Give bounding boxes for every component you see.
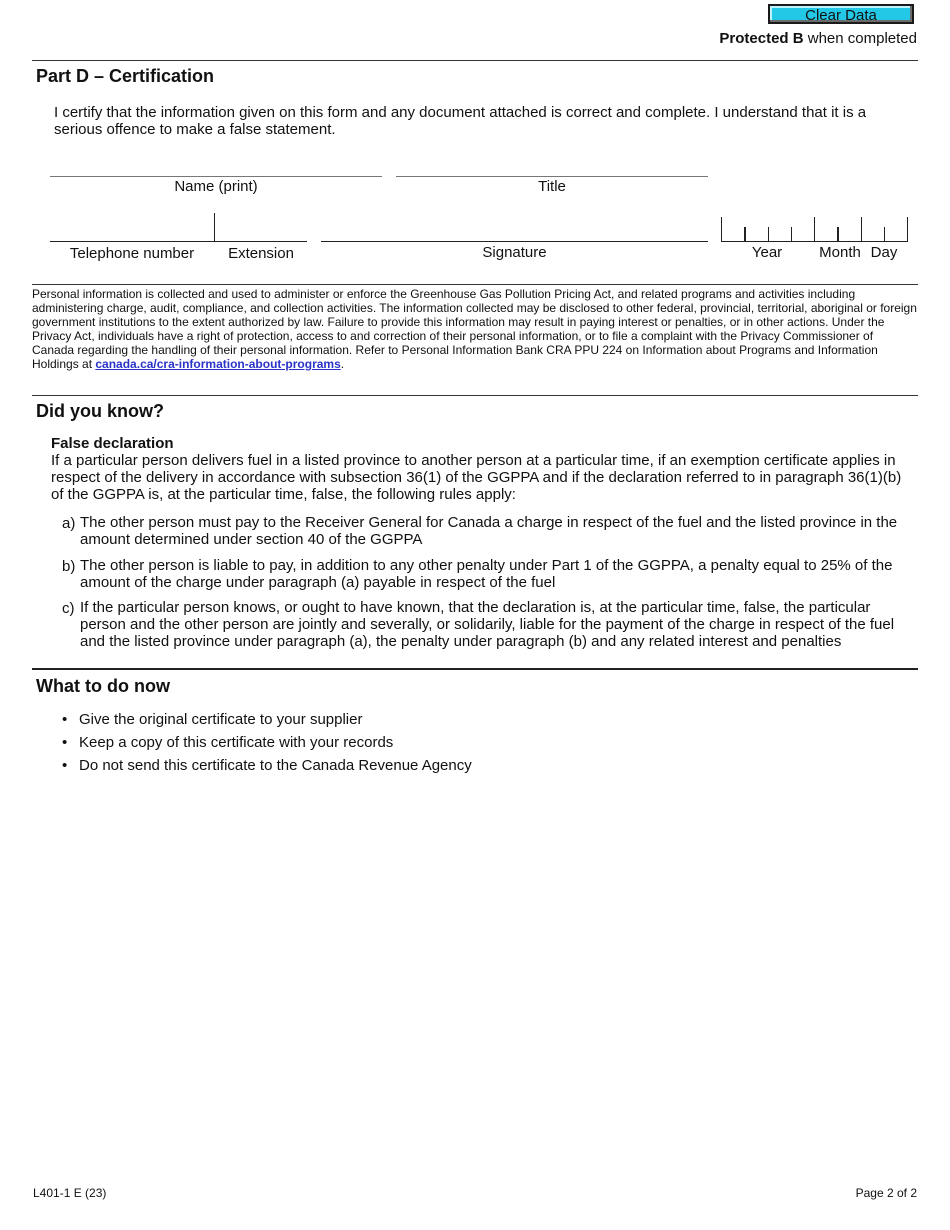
name-field[interactable]	[50, 176, 382, 177]
protected-b-notice	[719, 30, 917, 47]
telephone-label: Telephone number	[69, 245, 195, 262]
bullet-icon: •	[62, 757, 68, 774]
page-number: Page 2 of 2	[855, 1186, 917, 1200]
month-label: Month	[819, 244, 861, 261]
privacy-end: .	[340, 357, 345, 371]
date-underline	[721, 241, 908, 242]
bullet-icon: •	[62, 711, 68, 728]
date-tick	[837, 227, 839, 241]
extension-field[interactable]	[215, 212, 307, 241]
form-id: L401-1 E (23)	[33, 1186, 107, 1200]
did-you-know-title: Did you know?	[36, 401, 164, 421]
protected-b-suffix: when completed	[803, 30, 917, 47]
signature-label: Signature	[482, 244, 547, 261]
date-field[interactable]	[721, 217, 908, 242]
name-label: Name (print)	[174, 178, 258, 195]
list-item-label: c)	[62, 600, 75, 617]
day-label: Day	[870, 244, 898, 261]
clear-data-button[interactable]: Clear Data	[768, 4, 914, 24]
date-tick	[861, 217, 862, 241]
divider	[32, 668, 918, 670]
cra-info-link[interactable]: canada.ca/cra-information-about-programs	[95, 357, 341, 371]
list-item-text: The other person must pay to the Receiver General for Canada a charge in respect of the fuel and the listed province in the amount determined under section 40 of the GGPPA	[80, 514, 898, 548]
telephone-underline	[50, 241, 307, 242]
divider	[32, 284, 918, 285]
bullet-icon: •	[62, 734, 68, 751]
date-tick	[768, 227, 769, 241]
list-item-text: If the particular person knows, or ought to have known, that the declaration is, at the particular time, false, the particular person and the other person are jointly and severally, or solidarily, liable for the payment of the charge in respect of the fuel and the listed province under paragraph (a), the penalty under paragraph (b) and any related interest and penalties	[80, 599, 895, 650]
telephone-separator	[214, 213, 215, 241]
title-field[interactable]	[396, 176, 708, 177]
what-to-do-title: What to do now	[36, 676, 170, 696]
false-declaration-intro: If a particular person delivers fuel in a listed province to another person at a particular time, if an exemption certificate applies in respect of the delivery in accordance with subsection 36(1) of the GGPPA and if the declaration referred to in paragraph 36(1)(b) of the GGPPA is, at the particular time, false, the following rules apply:	[51, 452, 902, 503]
divider	[32, 395, 918, 396]
date-tick	[907, 217, 908, 241]
list-item-label: b)	[62, 558, 76, 575]
privacy-notice	[32, 287, 918, 371]
date-tick	[721, 217, 722, 241]
false-declaration-heading: False declaration	[51, 435, 174, 452]
list-item-label: a)	[62, 515, 76, 532]
divider	[32, 60, 918, 61]
date-tick	[884, 227, 885, 241]
title-label: Title	[538, 178, 566, 195]
privacy-text: Personal information is collected and used to administer or enforce the Greenhouse Gas Pollution Pricing Act, and related programs and activities including administering charge, audit, compliance, and collection activities. The information collected may be disclosed to other federal, provincial, territorial, aboriginal or foreign government institutions to the extent authorized by law. Failure to provide this information may result in paying interest or penalties, or in other actions. Under the Privacy Act, individuals have a right of protection, access to and correction of their personal information, or to file a complaint with the Privacy Commissioner of Canada regarding the handling of their personal information. Refer to Personal Information Bank CRA PPU 224 on Information about Programs and Information Holdings at	[32, 287, 917, 371]
date-tick	[814, 217, 815, 241]
telephone-field[interactable]	[50, 212, 214, 241]
certification-statement: I certify that the information given on this form and any document attached is correct and complete. I understand that it is a serious offence to make a false statement.	[54, 104, 867, 138]
year-label: Year	[751, 244, 783, 261]
signature-field[interactable]	[321, 241, 708, 242]
part-d-title: Part D – Certification	[36, 66, 215, 86]
date-tick	[744, 227, 746, 241]
list-item-text: Give the original certificate to your supplier	[79, 711, 363, 728]
list-item-text: Do not send this certificate to the Canada Revenue Agency	[79, 757, 472, 774]
protected-b-label: Protected B	[719, 30, 804, 47]
extension-label: Extension	[228, 245, 294, 262]
date-tick	[791, 227, 792, 241]
list-item-text: Keep a copy of this certificate with your records	[79, 734, 394, 751]
list-item-text: The other person is liable to pay, in addition to any other penalty under Part 1 of the GGPPA, a penalty equal to 25% of the amount of the charge under paragraph (a) payable in respect of the fuel	[80, 557, 893, 591]
